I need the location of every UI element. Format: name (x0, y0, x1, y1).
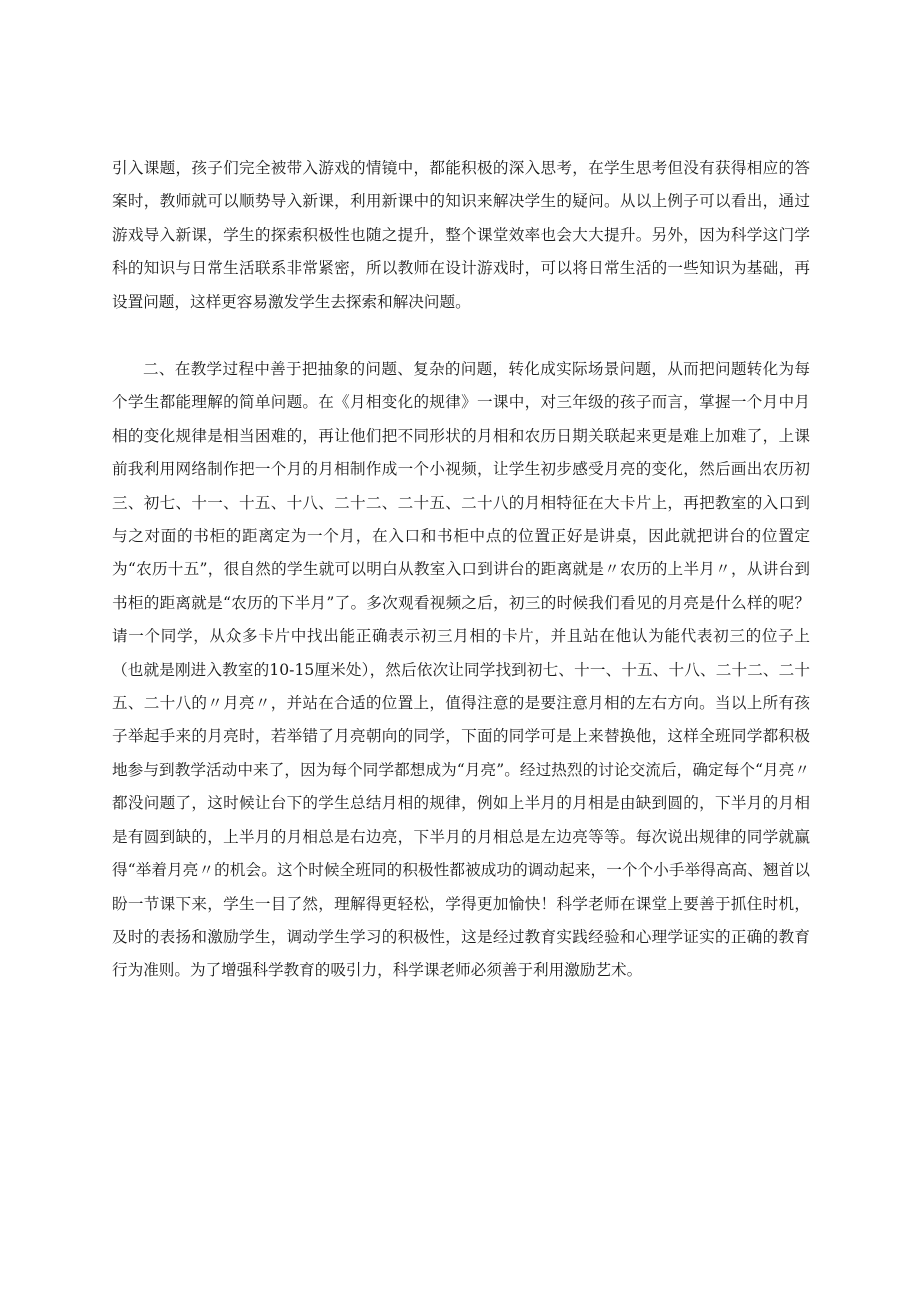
paragraph-section-two: 二、在教学过程中善于把抽象的问题、复杂的问题，转化成实际场景问题，从而把问题转化为每个学生都能理解的简单问题。在《月相变化的规律》一课中，对三年级的孩子而言，掌握一个月中月相的变化规律是相当困难的，再让他们把不同形状的月相和农历日期关联起来更是难上加难了，上课前我利用网络制作把一个月的月相制作成一个小视频，让学生初步感受月亮的变化，然后画出农历初三、初七、十一、十五、十八、二十二、二十五、二十八的月相特征在大卡片上，再把教室的入口到与之对面的书柜的距离定为一个月，在入口和书柜中点的位置正好是讲桌，因此就把讲台的位置定为“农历十五”，很自然的学生就可以明白从教室入口到讲台的距离就是〃农历的上半月〃，从讲台到书柜的距离就是“农历的下半月”了。多次观看视频之后，初三的时候我们看见的月亮是什么样的呢？请一个同学，从众多卡片中找出能正确表示初三月相的卡片，并且站在他认为能代表初三的位子上（也就是刚进入教室的10-15厘米处），然后依次让同学找到初七、十一、十五、十八、二十二、二十五、二十八的〃月亮〃，并站在合适的位置上，值得注意的是要注意月相的左右方向。当以上所有孩子举起手来的月亮时，若举错了月亮朝向的同学，下面的同学可是上来替换他，这样全班同学都积极地参与到教学活动中来了，因为每个同学都想成为“月亮”。经过热烈的讨论交流后，确定每个“月亮〃都没问题了，这时候让台下的学生总结月相的规律，例如上半月的月相是由缺到圆的，下半月的月相是有圆到缺的，上半月的月相总是右边亮，下半月的月相总是左边亮等等。每次说出规律的同学就赢得“举着月亮〃的机会。这个时候全班同的积极性都被成功的调动起来，一个个小手举得高高、翘首以盼一节课下来，学生一目了然，理解得更轻松，学得更加愉快！科学老师在课堂上要善于抓住时机，及时的表扬和激励学生，调动学生学习的积极性，这是经过教育实践经验和心理学证实的正确的教育行为准则。为了增强科学教育的吸引力，科学课老师必须善于利用激励艺术。 (112, 360, 810, 980)
paragraph-continuation: 引入课题，孩子们完全被带入游戏的情镜中，都能积极的深入思考，在学生思考但没有获得相应的答案时，教师就可以顺势导入新课，利用新课中的知识来解决学生的疑问。从以上例子可以看出，通过游戏导入新课，学生的探索积极性也随之提升，整个课堂效率也会大大提升。另外，因为科学这门学科的知识与日常生活联系非常紧密，所以教师在设计游戏时，可以将日常生活的一些知识为基础，再设置问题，这样更容易激发学生去探索和解决问题。 (112, 159, 810, 311)
